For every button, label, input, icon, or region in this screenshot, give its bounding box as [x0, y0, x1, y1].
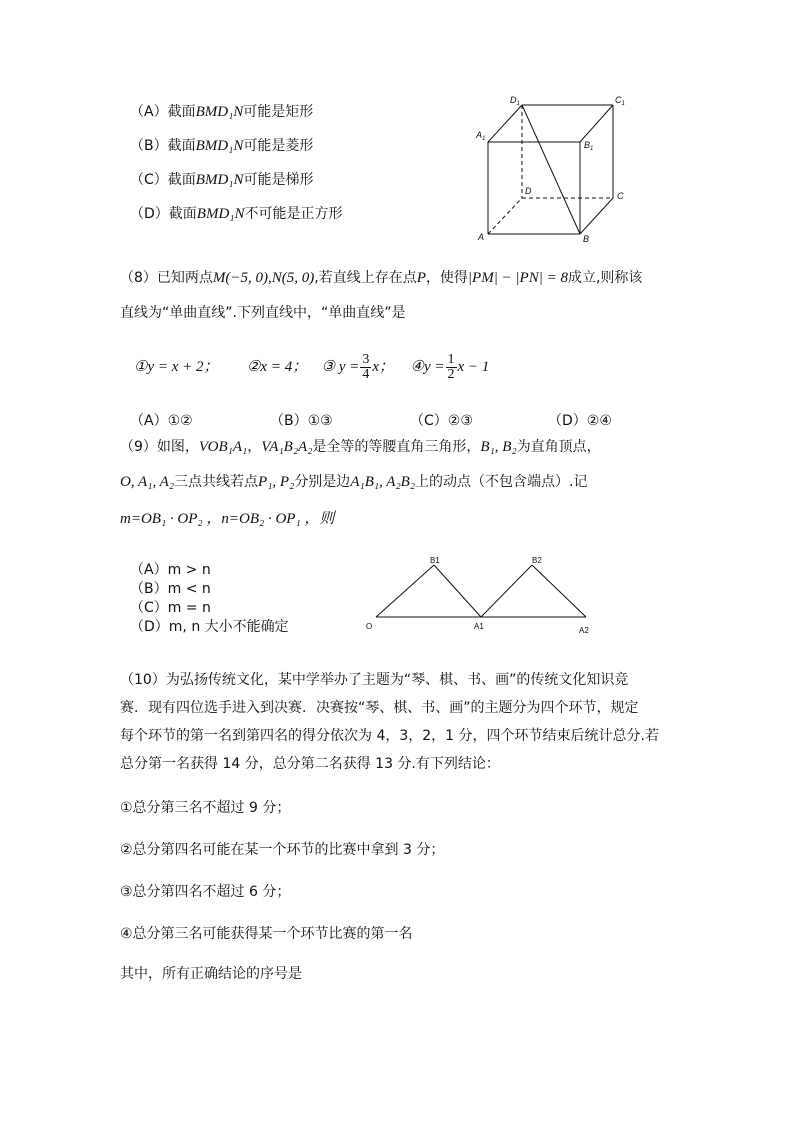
q7-option-c-math: BMD₁N — [195, 172, 244, 188]
q8-mid2: ，使得 — [425, 270, 468, 286]
tri-label-b2: B2 — [532, 556, 542, 565]
q8-choice-b: （B）①③ — [270, 413, 333, 429]
q8-option-1: ①y = x + 2； — [134, 359, 219, 375]
q8-mid: ,若直线上存在点 — [314, 270, 417, 286]
q10-line4: 总分第一名获得 14 分，总分第二名获得 13 分.有下列结论： — [120, 756, 500, 772]
q10-conclusion-4: ④总分第三名可能获得某一个环节比赛的第一名 — [120, 926, 413, 942]
label-d: D — [525, 186, 532, 196]
tri-label-a2: A2 — [579, 626, 589, 635]
q8-line1: （8）已知两点M(−5, 0),N(5, 0),若直线上存在点P，使得|PM| − |PN| = 8成立,则称该 — [120, 270, 643, 286]
q7-option-a-label: （A）截面 — [130, 104, 196, 120]
q7-option-d-label: （D）截面 — [130, 206, 197, 222]
q7-option-b — [130, 136, 313, 156]
q10-line1: （10）为弘扬传统文化，某中学举办了主题为“琴、棋、书、画”的传统文化知识竞 — [120, 672, 629, 688]
q8-line-options — [134, 352, 489, 382]
q7-option-c-text: 可能是梯形 — [243, 172, 314, 188]
q8-option-3: ③ y = $\frac{3}{4}$ x； — [321, 351, 395, 382]
q8-choice-c: （C）②③ — [410, 413, 473, 429]
tri-label-b1: B1 — [430, 556, 440, 565]
q8-choice-a: （A）①② — [130, 413, 193, 429]
q9-line3: m=OB₁ · OP₂ ，n=OB₂ · OP₁ ，则 — [120, 511, 335, 527]
label-b1: $B_1$ — [584, 140, 594, 152]
triangles-figure — [360, 555, 600, 640]
q7-option-c-label: （C）截面 — [130, 172, 196, 188]
q7-option-b-math: BMD₁N — [195, 138, 244, 154]
q10-conclusion-1: ①总分第三名不超过 9 分； — [120, 800, 291, 816]
q8-point-n: N(5, 0) — [271, 270, 315, 286]
q7-option-b-text: 可能是菱形 — [243, 138, 314, 154]
q9-option-d: （D）m, n 大小不能确定 — [130, 619, 289, 635]
q8-option-4: ④y = $\frac{1}{2}$ x − 1 — [410, 351, 490, 382]
q8-point-p: P — [416, 270, 426, 286]
label-c: C — [617, 191, 624, 201]
label-d1: $D_1$ — [510, 95, 520, 107]
q9-triangle-1: VOB₁A₁ — [198, 439, 248, 455]
q9-option-a: （A）m > n — [130, 562, 211, 578]
q8-intro: （8）已知两点 — [120, 270, 213, 286]
label-a1: $A_1$ — [476, 130, 486, 142]
q7-option-d — [130, 204, 343, 224]
tri-label-a1: A1 — [474, 622, 484, 631]
q8-tail: 成立,则称该 — [567, 270, 643, 286]
q7-option-c — [130, 170, 314, 190]
q9-triangle-2: VA₁B₂A₂ — [261, 439, 313, 455]
q10-line3: 每个环节的第一名到第四名的得分依次为 4，3，2，1 分，四个环节结束后统计总分.若 — [120, 728, 659, 744]
label-a: A — [478, 232, 485, 242]
q9-option-c: （C）m = n — [130, 600, 211, 616]
q7-option-a-math: BMD₁N — [195, 104, 244, 120]
q9-option-b: （B）m < n — [130, 581, 211, 597]
q10-conclusion-2: ②总分第四名可能在某一个环节的比赛中拿到 3 分； — [120, 842, 445, 858]
tri-label-o: O — [366, 622, 373, 631]
q8-condition: |PM| − |PN| = 8 — [467, 270, 568, 286]
q7-option-a-text: 可能是矩形 — [243, 104, 314, 120]
q9-line1: （9）如图，VOB₁A₁，VA₁B₂A₂是全等的等腰直角三角形，B₁, B₂为直角顶点， — [120, 439, 601, 455]
q10-conclusion-3: ③总分第四名不超过 6 分； — [120, 884, 291, 900]
q7-option-a — [130, 102, 313, 122]
q8-option-2: ②x = 4； — [246, 359, 308, 375]
q10-final-question: 其中，所有正确结论的序号是 — [120, 966, 302, 982]
q7-option-d-text: 不可能是正方形 — [244, 206, 343, 222]
q8-point-m: M(−5, 0) — [212, 270, 269, 286]
q7-option-b-label: （B）截面 — [130, 138, 196, 154]
label-c1: $C_1$ — [615, 95, 625, 107]
q8-choice-d: （D）②④ — [548, 413, 612, 429]
q10-line2: 赛．现有四位选手进入到决赛．决赛按“琴、棋、书、画”的主题分为四个环节，规定 — [120, 700, 639, 716]
q7-option-d-math: BMD₁N — [196, 206, 245, 222]
q8-line2: 直线为“单曲直线”.下列直线中，“单曲直线”是 — [120, 305, 406, 321]
q9-line2: O, A₁, A₂三点共线若点P₁, P₂分别是边A₁B₁, A₂B₂上的动点（不包含端点）.记 — [120, 474, 588, 490]
label-b: B — [583, 234, 590, 244]
cube-figure — [470, 90, 640, 250]
